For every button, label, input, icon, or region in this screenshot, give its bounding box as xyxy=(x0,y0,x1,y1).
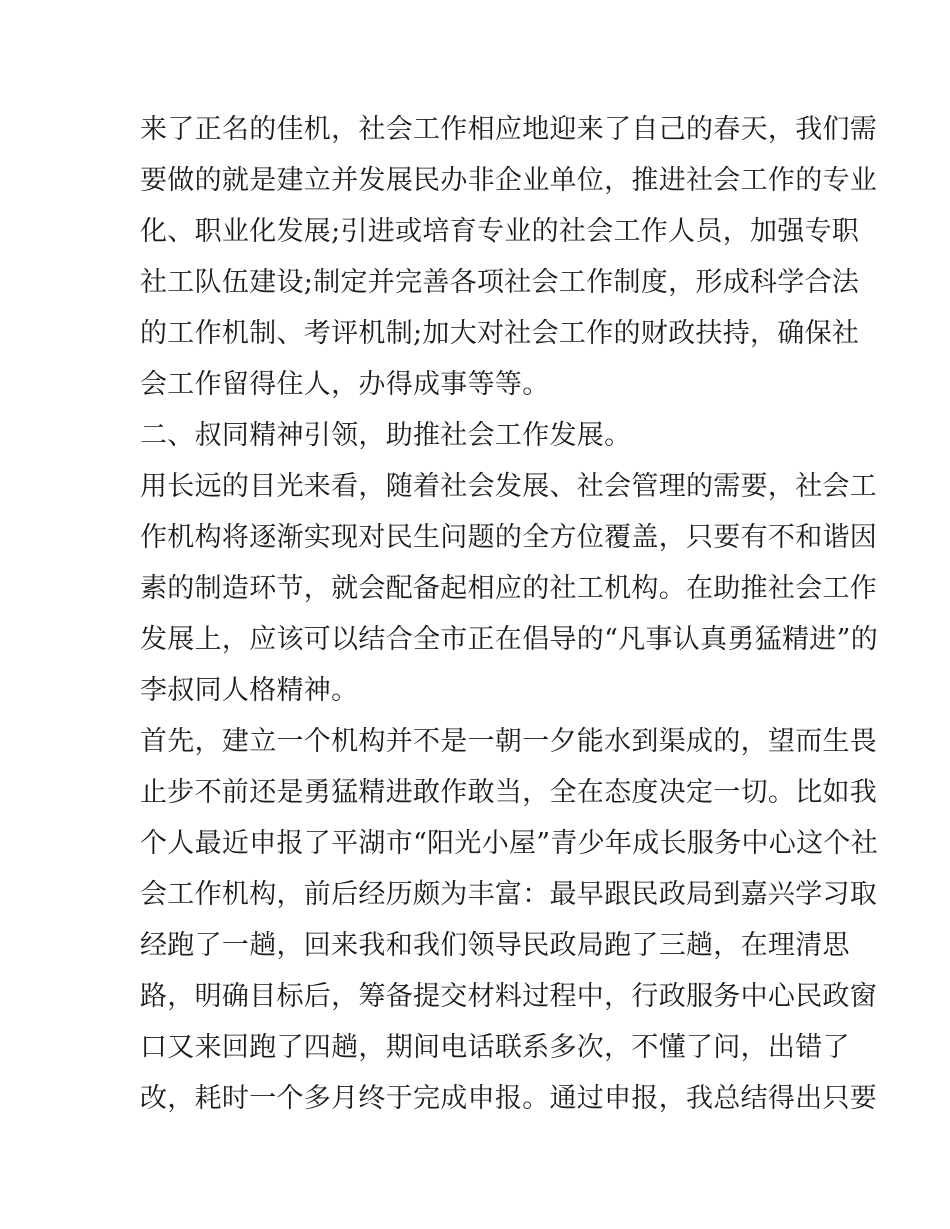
text-line: 止步不前还是勇猛精进敢作敢当，全在态度决定一切。比如我 xyxy=(140,777,878,808)
text-line: 口又来回跑了四趟，期间电话联系多次，不懂了问，出错了 xyxy=(140,1032,850,1063)
text-line: 会工作机构，前后经历颇为丰富：最早跟民政局到嘉兴学习取 xyxy=(140,879,878,910)
text-line: 的工作机制、考评机制;加大对社会工作的财政扶持，确保社 xyxy=(140,318,860,349)
text-line: 个人最近申报了平湖市“阳光小屋”青少年成长服务中心这个社 xyxy=(140,828,879,859)
text-line: 要做的就是建立并发展民办非企业单位，推进社会工作的专业 xyxy=(140,165,878,196)
text-line: 用长远的目光来看，随着社会发展、社会管理的需要，社会工 xyxy=(140,471,878,502)
text-line: 作机构将逐渐实现对民生问题的全方位覆盖，只要有不和谐因 xyxy=(140,522,878,553)
text-line: 李叔同人格精神。 xyxy=(140,675,359,706)
section-heading: 二、叔同精神引领，助推社会工作发展。 xyxy=(140,420,632,451)
text-line: 改，耗时一个多月终于完成申报。通过申报，我总结得出只要 xyxy=(140,1083,878,1114)
text-line: 素的制造环节，就会配备起相应的社工机构。在助推社会工作 xyxy=(140,573,878,604)
text-line: 经跑了一趟，回来我和我们领导民政局跑了三趟，在理清思 xyxy=(140,930,850,961)
text-line: 化、职业化发展;引进或培育专业的社会工作人员，加强专职 xyxy=(140,216,860,247)
text-line: 会工作留得住人，办得成事等等。 xyxy=(140,369,550,400)
text-line: 社工队伍建设;制定并完善各项社会工作制度，形成科学合法 xyxy=(140,267,860,298)
text-line: 首先，建立一个机构并不是一朝一夕能水到渠成的，望而生畏 xyxy=(140,726,878,757)
text-line: 路，明确目标后，筹备提交材料过程中，行政服务中心民政窗 xyxy=(140,981,878,1012)
text-line: 来了正名的佳机，社会工作相应地迎来了自己的春天，我们需 xyxy=(140,114,878,145)
text-line: 发展上，应该可以结合全市正在倡导的“凡事认真勇猛精进”的 xyxy=(140,624,879,655)
